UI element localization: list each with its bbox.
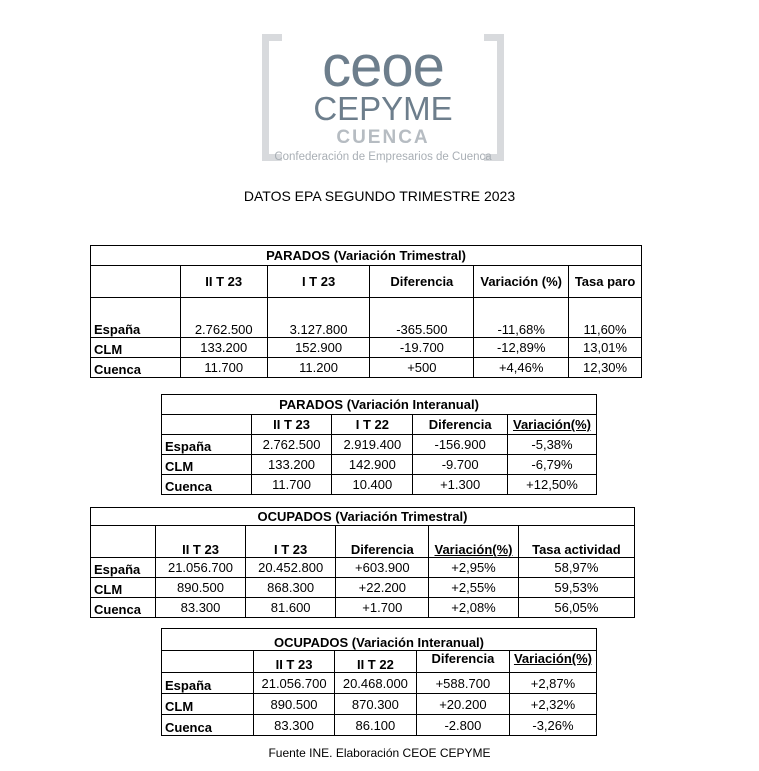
header-cell: II T 23	[254, 651, 335, 673]
table-cell: 58,97%	[518, 558, 634, 578]
table-cell: +12,50%	[508, 475, 597, 495]
document-title: DATOS EPA SEGUNDO TRIMESTRE 2023	[243, 188, 516, 204]
header-cell: Diferencia	[370, 266, 474, 298]
table-cell: +20.200	[416, 694, 509, 715]
logo-ceoe-text: ceoe	[322, 34, 444, 99]
header-cell: II T 23	[156, 526, 246, 558]
table-caption: OCUPADOS (Variación Trimestral)	[91, 508, 635, 526]
table-cell: 142.900	[332, 455, 413, 475]
row-label: Cuenca	[162, 475, 252, 495]
table-cell: +1.700	[336, 598, 429, 618]
table-cell: -156.900	[413, 435, 508, 455]
table-parados-interanual	[161, 394, 597, 495]
ceoe-cepyme-cuenca-logo	[262, 34, 504, 170]
table-cell: 870.300	[334, 694, 416, 715]
header-cell: Variación (%)	[474, 266, 569, 298]
table-cell: +1.300	[413, 475, 508, 495]
table-ocupados-trimestral	[90, 507, 635, 618]
header-cell: Diferencia	[413, 415, 508, 435]
table-cell: 20.468.000	[334, 673, 416, 694]
table-row	[162, 435, 597, 455]
header-cell	[91, 526, 156, 558]
table-row	[162, 455, 597, 475]
table-cell: 59,53%	[518, 578, 634, 598]
header-cell: Tasa actividad	[518, 526, 634, 558]
row-label: CLM	[162, 694, 254, 715]
row-label: Cuenca	[91, 358, 181, 378]
table-cell: +2,95%	[429, 558, 519, 578]
row-label: España	[91, 298, 181, 338]
table-row	[91, 598, 635, 618]
table-cell: 13,01%	[569, 338, 642, 358]
header-cell	[508, 415, 597, 435]
table-row	[162, 475, 597, 495]
table-cell: +2,55%	[429, 578, 519, 598]
table-row	[162, 715, 597, 736]
table-cell: 21.056.700	[254, 673, 335, 694]
row-label: CLM	[91, 578, 156, 598]
table-cell: 133.200	[180, 338, 267, 358]
table-cell: -12,89%	[474, 338, 569, 358]
header-cell: I T 23	[267, 266, 370, 298]
table-cell: +2,08%	[429, 598, 519, 618]
table-cell: -11,68%	[474, 298, 569, 338]
header-cell	[162, 651, 254, 673]
table-row	[91, 338, 642, 358]
table-row	[162, 673, 597, 694]
header-cell: II T 23	[251, 415, 332, 435]
table-cell: 20.452.800	[245, 558, 336, 578]
header-cell: II T 23	[180, 266, 267, 298]
table-caption: PARADOS (Variación Trimestral)	[91, 246, 642, 266]
table-ocupados-interanual	[161, 628, 597, 736]
table-cell: 21.056.700	[156, 558, 246, 578]
table-cell: 890.500	[254, 694, 335, 715]
table-cell: 56,05%	[518, 598, 634, 618]
table-cell: +2,32%	[509, 694, 596, 715]
table-row	[91, 558, 635, 578]
table-cell: -5,38%	[508, 435, 597, 455]
header-cell	[162, 415, 252, 435]
row-label: España	[91, 558, 156, 578]
source-footer: Fuente INE. Elaboración CEOE CEPYME	[268, 746, 491, 760]
table-cell: -3,26%	[509, 715, 596, 736]
header-text: Variación(%)	[434, 542, 513, 557]
logo-cuenca-text: CUENCA	[336, 127, 430, 148]
table-cell: 11.700	[251, 475, 332, 495]
table-cell: 11,60%	[569, 298, 642, 338]
table-cell: 2.762.500	[251, 435, 332, 455]
table-cell: +500	[370, 358, 474, 378]
table-row	[91, 578, 635, 598]
table-cell: 10.400	[332, 475, 413, 495]
table-cell: 11.700	[180, 358, 267, 378]
table-cell: -6,79%	[508, 455, 597, 475]
table-cell: 868.300	[245, 578, 336, 598]
table-cell: +588.700	[416, 673, 509, 694]
row-label: CLM	[162, 455, 252, 475]
row-label: Cuenca	[162, 715, 254, 736]
table-cell: 12,30%	[569, 358, 642, 378]
header-cell: I T 23	[245, 526, 336, 558]
header-cell: Diferencia	[336, 526, 429, 558]
table-cell: 3.127.800	[267, 298, 370, 338]
table-parados-trimestral	[90, 245, 642, 378]
table-row	[91, 358, 642, 378]
row-label: CLM	[91, 338, 181, 358]
table-cell: 83.300	[156, 598, 246, 618]
table-cell: 81.600	[245, 598, 336, 618]
row-label: Cuenca	[91, 598, 156, 618]
table-cell: 2.762.500	[180, 298, 267, 338]
header-cell: I T 22	[332, 415, 413, 435]
table-cell: 86.100	[334, 715, 416, 736]
header-cell: Diferencia	[416, 651, 509, 673]
row-label: España	[162, 673, 254, 694]
row-label: España	[162, 435, 252, 455]
table-cell: +22.200	[336, 578, 429, 598]
table-caption: PARADOS (Variación Interanual)	[162, 395, 597, 415]
header-cell	[429, 526, 519, 558]
header-text: Variación(%)	[513, 651, 592, 666]
table-caption: OCUPADOS (Variación Interanual)	[162, 629, 597, 651]
header-text: Variación(%)	[512, 417, 592, 432]
table-cell: 890.500	[156, 578, 246, 598]
table-cell: -365.500	[370, 298, 474, 338]
table-cell: -2.800	[416, 715, 509, 736]
table-cell: +2,87%	[509, 673, 596, 694]
header-cell: II T 22	[334, 651, 416, 673]
table-cell: 11.200	[267, 358, 370, 378]
header-cell: Tasa paro	[569, 266, 642, 298]
table-cell: -9.700	[413, 455, 508, 475]
table-cell: 152.900	[267, 338, 370, 358]
logo-tagline: Confederación de Empresarios de Cuenca	[274, 151, 492, 163]
table-cell: -19.700	[370, 338, 474, 358]
table-row	[162, 694, 597, 715]
table-cell: 83.300	[254, 715, 335, 736]
logo-cepyme-text: CEPYME	[313, 90, 453, 127]
table-cell: 133.200	[251, 455, 332, 475]
table-cell: +4,46%	[474, 358, 569, 378]
table-row	[91, 298, 642, 338]
table-cell: 2.919.400	[332, 435, 413, 455]
header-cell	[509, 651, 596, 673]
table-cell: +603.900	[336, 558, 429, 578]
header-cell	[91, 266, 181, 298]
